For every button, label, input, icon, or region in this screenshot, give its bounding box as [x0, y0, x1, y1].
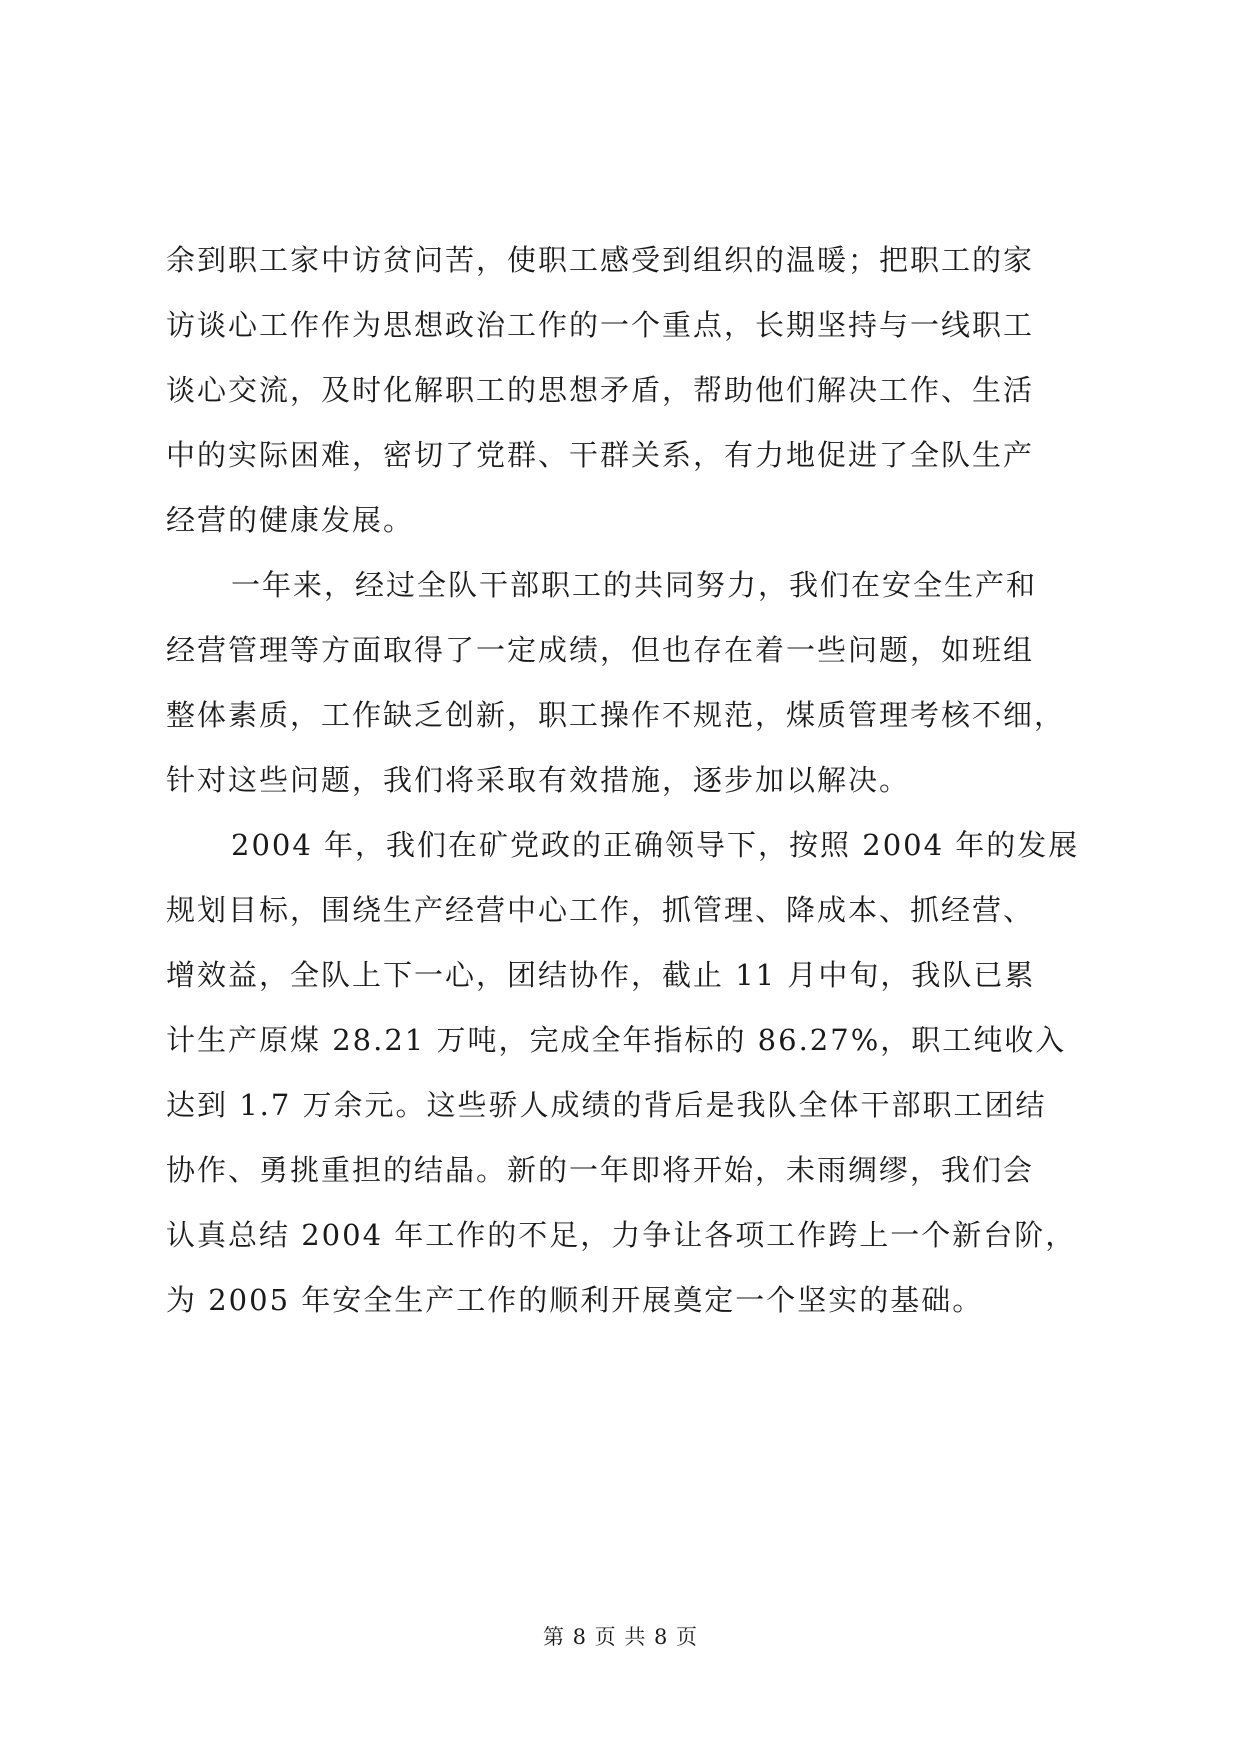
paragraph-first-line: 一年来，经过全队干部职工的共同努力，我们在安全生产和 [231, 568, 1038, 602]
text-line: 谈心交流，及时化解职工的思想矛盾，帮助他们解决工作、生活 [166, 373, 1035, 407]
page-number-footer: 第 8 页 共 8 页 [542, 1625, 699, 1649]
text-line: 余到职工家中访贫问苦，使职工感受到组织的温暖；把职工的家 [166, 243, 1035, 277]
text-line: 为 2005 年安全生产工作的顺利开展奠定一个坚实的基础。 [166, 1283, 984, 1317]
text-line: 整体素质，工作缺乏创新，职工操作不规范，煤质管理考核不细， [166, 698, 1066, 732]
text-line: 访谈心工作作为思想政治工作的一个重点，长期坚持与一线职工 [166, 308, 1035, 342]
text-line: 计生产原煤 28.21 万吨，完成全年指标的 86.27%，职工纯收入 [166, 1023, 1067, 1057]
text-line: 中的实际困难，密切了党群、干群关系，有力地促进了全队生产 [166, 438, 1035, 472]
text-line: 规划目标，围绕生产经营中心工作，抓管理、降成本、抓经营、 [166, 893, 1035, 927]
text-line: 协作、勇挑重担的结晶。新的一年即将开始，未雨绸缪，我们会 [166, 1153, 1035, 1187]
text-line: 针对这些问题，我们将采取有效措施，逐步加以解决。 [166, 763, 911, 797]
paragraph-first-line: 2004 年，我们在矿党政的正确领导下，按照 2004 年的发展 [231, 828, 1080, 862]
text-line: 达到 1.7 万余元。这些骄人成绩的背后是我队全体干部职工团结 [166, 1088, 1047, 1122]
text-line: 认真总结 2004 年工作的不足，力争让各项工作跨上一个新台阶， [166, 1218, 1077, 1252]
document-body [166, 228, 1080, 1333]
text-line: 经营管理等方面取得了一定成绩，但也存在着一些问题，如班组 [166, 633, 1035, 667]
text-line: 经营的健康发展。 [166, 503, 415, 537]
text-line: 增效益，全队上下一心，团结协作，截止 11 月中旬，我队已累 [166, 958, 1036, 992]
